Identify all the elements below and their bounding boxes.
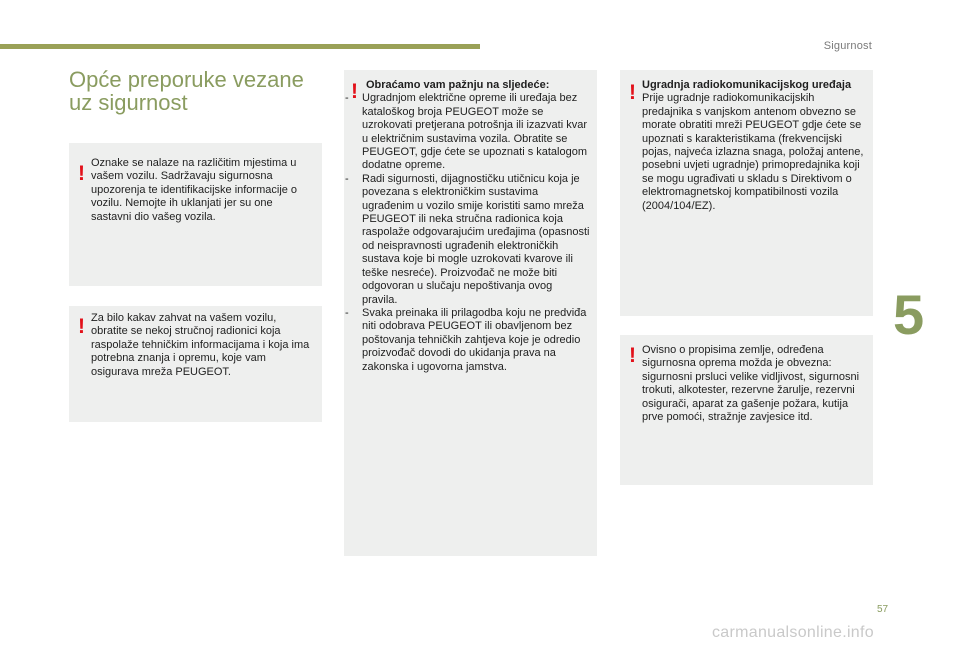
section-label: Sigurnost — [823, 40, 872, 52]
warning-box-equipment — [620, 335, 873, 485]
page-number: 57 — [877, 604, 889, 615]
warning-icon: ! — [78, 315, 85, 338]
warning-box-radio — [620, 70, 873, 316]
radio-text: Prije ugradnje radiokomunikacijskih predajnika s vanjskom antenom obvezno se morate obratiti mreži PEUGEOT gdje ćete se upoznati s karakteristikama (frekvencijski pojas, najveća izlazna snaga, položaj antene, posebni uvjeti ugradnje) primopredajnika koji se mogu ugrađivati u skladu s Direktivom o elektromagnetskoj kompatibilnosti vozila (2004/104/EZ). — [642, 92, 864, 212]
chapter-number: 5 — [893, 283, 925, 346]
list-item: - Radi sigurnosti, dijagnostičku utičnicu koja je povezana s elektroničkim sustavima ugrađenim u vozilo smije koristiti samo mreža PEUGEOT ili neka stručna radionica koja raspolaže odgovarajućim uređajima (opasnosti od neispravnosti ugrađenih elektroničkih sustava koje bi mogle uzrokovati kvarove ili teške nesreće). Proizvođač ne može biti odgovoran u slučaju nepoštivanja ovog pravila. — [344, 173, 590, 307]
warning-text-radio — [642, 79, 864, 213]
watermark: carmanualsonline.info — [712, 624, 874, 641]
header-accent-bar — [0, 44, 480, 49]
warning-text-equipment: Ovisno o propisima zemlje, određena sigurnosna oprema možda je obvezna: sigurnosni prsluci velike vidljivost, sigurnosni trokuti, alkotester, rezervne žarulje, rezervni osigurači, aparat za gašenje požara, kutija prve pomoći, stražnje zavjesice itd. — [642, 344, 860, 424]
page-title — [69, 68, 329, 114]
list-item: - Svaka preinaka ili prilagodba koju ne predviđa niti odobrava PEUGEOT ili obavljenom bez poštovanja tehničkih zahtjeva koje je odredio proizvođač dovodi do ukidanja prava na zakonska i ugovorna jamstva. — [344, 307, 590, 374]
warning-text-workshop: Za bilo kakav zahvat na vašem vozilu, obratite se nekoj stručnoj radionici koja raspolaže tehničkim informacijama i koja ima potrebna znanja i opremu, koje vam osigurava mreža PEUGEOT. — [91, 312, 310, 378]
warning-box-labels — [69, 143, 322, 286]
warning-text-labels: Oznake se nalaze na različitim mjestima u vašem vozilu. Sadržavaju sigurnosna upozorenja te identifikacijske informacije o vozilu. Nemojte ih uklanjati jer su one sastavni dio vašeg vozila. — [91, 157, 298, 223]
warning-icon: ! — [78, 162, 85, 185]
warning-box-workshop — [69, 306, 322, 422]
radio-heading: Ugradnja radiokomunikacijskog uređaja — [642, 79, 852, 91]
warning-text-attention — [362, 79, 590, 374]
attention-list — [344, 92, 590, 374]
warning-icon: ! — [629, 81, 636, 104]
warning-icon: ! — [629, 344, 636, 367]
warning-icon: ! — [351, 80, 358, 103]
warning-box-attention — [344, 70, 597, 556]
page-title-line1: Opće preporuke vezane — [69, 67, 304, 92]
attention-heading: Obraćamo vam pažnju na sljedeće: — [366, 79, 550, 91]
page-title-line2: uz sigurnost — [69, 90, 188, 115]
list-item: - Ugradnjom električne opreme ili uređaja bez kataloškog broja PEUGEOT može se uzrokovati pretjerana potrošnja ili izazvati kvar u električnim sustavima vozila. Obratite se PEUGEOT, gdje ćete se upoznati s katalogom dodatne opreme. — [344, 92, 590, 172]
